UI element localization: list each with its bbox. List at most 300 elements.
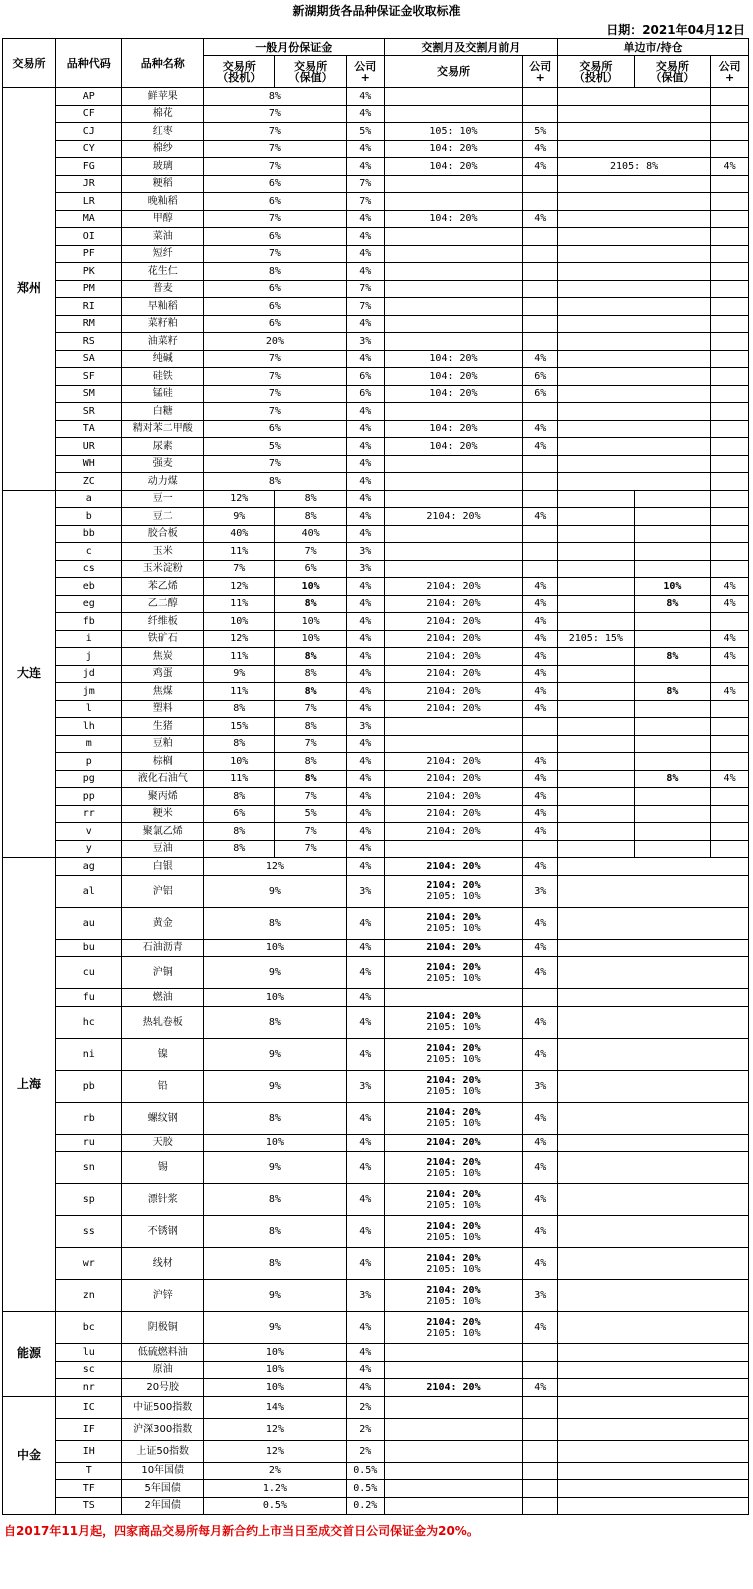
- company-cell: 7%: [346, 298, 384, 316]
- table-row: [3, 1038, 749, 1070]
- delivery-cell: [384, 840, 523, 858]
- single-hedge-cell: [634, 840, 711, 858]
- general-margin-cell: 8%: [204, 1184, 347, 1216]
- company-cell: 4%: [346, 595, 384, 613]
- company-cell: 4%: [346, 88, 384, 106]
- general-margin-cell: 7%: [204, 385, 347, 403]
- table-row: [3, 788, 749, 806]
- company-cell: 4%: [346, 805, 384, 823]
- company-cell: 4%: [346, 858, 384, 876]
- company-cell: 4%: [346, 957, 384, 989]
- code-cell: pp: [56, 788, 122, 806]
- company-cell: 4%: [346, 1006, 384, 1038]
- table-row: [3, 123, 749, 141]
- table-row: [3, 175, 749, 193]
- single-spec-cell: [558, 840, 635, 858]
- delivery-cell: 2104: 20%: [384, 683, 523, 701]
- table-row: [3, 455, 749, 473]
- company-cell: 7%: [346, 280, 384, 298]
- delivery-company-cell: 4%: [523, 210, 558, 228]
- spec-margin-cell: 12%: [204, 630, 275, 648]
- code-cell: T: [56, 1462, 122, 1480]
- delivery-company-cell: 4%: [523, 595, 558, 613]
- code-cell: PM: [56, 280, 122, 298]
- general-margin-cell: 10%: [204, 1379, 347, 1397]
- company-cell: 7%: [346, 193, 384, 211]
- code-cell: a: [56, 490, 122, 508]
- code-cell: wr: [56, 1248, 122, 1280]
- table-row: [3, 578, 749, 596]
- company-cell: 4%: [346, 1216, 384, 1248]
- single-hedge-cell: 8%: [634, 683, 711, 701]
- table-row: [3, 1462, 749, 1480]
- general-margin-cell: 6%: [204, 420, 347, 438]
- single-company-cell: 4%: [711, 683, 749, 701]
- delivery-line-2: 2105: 10%: [426, 972, 481, 984]
- table-row: [3, 350, 749, 368]
- single-company-cell: 4%: [711, 158, 749, 176]
- delivery-cell: [384, 875, 523, 907]
- single-cell: [558, 420, 711, 438]
- delivery-company-cell: 4%: [523, 823, 558, 841]
- general-margin-cell: 7%: [204, 245, 347, 263]
- delivery-company-cell: [523, 525, 558, 543]
- name-cell: 纤维板: [122, 613, 204, 631]
- company-cell: 4%: [346, 455, 384, 473]
- name-cell: 聚丙烯: [122, 788, 204, 806]
- general-margin-cell: 8%: [204, 1006, 347, 1038]
- single-spec-cell: [558, 665, 635, 683]
- delivery-company-cell: [523, 245, 558, 263]
- hedge-margin-cell: 7%: [275, 823, 346, 841]
- code-cell: rb: [56, 1102, 122, 1134]
- company-cell: 0.2%: [346, 1497, 384, 1515]
- table-row: [3, 105, 749, 123]
- company-cell: 4%: [346, 788, 384, 806]
- general-margin-cell: 7%: [204, 368, 347, 386]
- single-cell: [558, 1497, 749, 1515]
- single-cell: [558, 438, 711, 456]
- single-hedge-cell: [634, 490, 711, 508]
- single-spec-cell: [558, 805, 635, 823]
- company-cell: 4%: [346, 403, 384, 421]
- delivery-cell: 104: 20%: [384, 420, 523, 438]
- delivery-cell: 104: 20%: [384, 438, 523, 456]
- header-exchange: 交易所: [3, 39, 56, 88]
- code-cell: pg: [56, 770, 122, 788]
- code-cell: CF: [56, 105, 122, 123]
- table-row: [3, 210, 749, 228]
- delivery-company-cell: 4%: [523, 939, 558, 957]
- exchange-cell: 大连: [3, 490, 56, 858]
- table-row: [3, 665, 749, 683]
- name-cell: 白糖: [122, 403, 204, 421]
- name-cell: 棉花: [122, 105, 204, 123]
- company-cell: 3%: [346, 875, 384, 907]
- single-company-cell: [711, 438, 749, 456]
- delivery-line-2: 2105: 10%: [426, 1231, 481, 1243]
- code-cell: eb: [56, 578, 122, 596]
- name-cell: 热轧卷板: [122, 1006, 204, 1038]
- general-margin-cell: 0.5%: [204, 1497, 347, 1515]
- company-cell: 4%: [346, 578, 384, 596]
- single-company-cell: [711, 315, 749, 333]
- code-cell: RS: [56, 333, 122, 351]
- company-cell: 6%: [346, 385, 384, 403]
- delivery-cell: [384, 88, 523, 106]
- company-cell: 4%: [346, 753, 384, 771]
- table-row: [3, 718, 749, 736]
- hedge-margin-cell: 40%: [275, 525, 346, 543]
- spec-margin-cell: 11%: [204, 770, 275, 788]
- delivery-company-cell: 4%: [523, 350, 558, 368]
- code-cell: PK: [56, 263, 122, 281]
- single-spec-cell: [558, 508, 635, 526]
- single-cell: [558, 1280, 749, 1312]
- name-cell: 豆油: [122, 840, 204, 858]
- delivery-cell: 2104: 20%: [384, 788, 523, 806]
- table-row: [3, 700, 749, 718]
- name-cell: 豆粕: [122, 735, 204, 753]
- delivery-line-1: 2104: 20%: [426, 1220, 481, 1232]
- code-cell: lh: [56, 718, 122, 736]
- table-row: [3, 438, 749, 456]
- company-cell: 5%: [346, 123, 384, 141]
- single-hedge-cell: [634, 823, 711, 841]
- delivery-line-2: 2105: 10%: [426, 1167, 481, 1179]
- single-company-cell: [711, 333, 749, 351]
- general-margin-cell: 6%: [204, 280, 347, 298]
- general-margin-cell: 8%: [204, 907, 347, 939]
- delivery-company-cell: 4%: [523, 1102, 558, 1134]
- delivery-line-1: 2104: 20%: [426, 1316, 481, 1328]
- name-cell: 液化石油气: [122, 770, 204, 788]
- single-cell: [558, 1379, 749, 1397]
- code-cell: IC: [56, 1396, 122, 1418]
- single-cell: [558, 1418, 749, 1440]
- single-cell: [558, 1480, 749, 1498]
- general-margin-cell: 7%: [204, 123, 347, 141]
- single-cell: [558, 333, 711, 351]
- delivery-company-cell: 3%: [523, 875, 558, 907]
- general-margin-cell: 8%: [204, 263, 347, 281]
- name-cell: 低硫燃料油: [122, 1344, 204, 1362]
- general-margin-cell: 6%: [204, 193, 347, 211]
- single-spec-cell: [558, 823, 635, 841]
- delivery-company-cell: [523, 455, 558, 473]
- code-cell: sn: [56, 1152, 122, 1184]
- name-cell: 不锈钢: [122, 1216, 204, 1248]
- single-cell: [558, 858, 749, 876]
- table-row: [3, 648, 749, 666]
- spec-margin-cell: 12%: [204, 490, 275, 508]
- single-company-cell: [711, 700, 749, 718]
- single-company-cell: [711, 508, 749, 526]
- name-cell: 天胶: [122, 1134, 204, 1152]
- delivery-cell: 2104: 20%: [384, 700, 523, 718]
- delivery-company-cell: 4%: [523, 1216, 558, 1248]
- single-hedge-cell: [634, 508, 711, 526]
- general-margin-cell: 9%: [204, 957, 347, 989]
- table-row: [3, 403, 749, 421]
- company-cell: 4%: [346, 420, 384, 438]
- table-row: [3, 1480, 749, 1498]
- code-cell: ss: [56, 1216, 122, 1248]
- delivery-cell: [384, 1152, 523, 1184]
- company-cell: 3%: [346, 543, 384, 561]
- name-cell: 线材: [122, 1248, 204, 1280]
- single-cell: [558, 939, 749, 957]
- general-margin-cell: 12%: [204, 1440, 347, 1462]
- hedge-margin-cell: 8%: [275, 770, 346, 788]
- general-margin-cell: 8%: [204, 1102, 347, 1134]
- single-company-cell: [711, 140, 749, 158]
- table-row: [3, 840, 749, 858]
- code-cell: sp: [56, 1184, 122, 1216]
- delivery-line-1: 2104: 20%: [426, 1011, 481, 1022]
- company-cell: 4%: [346, 1102, 384, 1134]
- delivery-line-1: 2104: 20%: [426, 1252, 481, 1264]
- name-cell: 2年国债: [122, 1497, 204, 1515]
- name-cell: 强麦: [122, 455, 204, 473]
- single-cell: [558, 298, 711, 316]
- delivery-cell: 2104: 20%: [384, 508, 523, 526]
- table-row: [3, 543, 749, 561]
- table-row: [3, 683, 749, 701]
- spec-margin-cell: 11%: [204, 543, 275, 561]
- hedge-margin-cell: 8%: [275, 508, 346, 526]
- hedge-margin-cell: 8%: [275, 490, 346, 508]
- header-company: 公司 +: [346, 56, 384, 88]
- delivery-company-cell: 4%: [523, 907, 558, 939]
- single-hedge-cell: [634, 525, 711, 543]
- spec-margin-cell: 8%: [204, 788, 275, 806]
- delivery-company-cell: [523, 1361, 558, 1379]
- single-hedge-cell: [634, 630, 711, 648]
- single-hedge-cell: [634, 560, 711, 578]
- single-cell: [558, 263, 711, 281]
- delivery-cell: [384, 1280, 523, 1312]
- company-cell: 4%: [346, 210, 384, 228]
- single-spec-cell: [558, 578, 635, 596]
- delivery-company-cell: 3%: [523, 1280, 558, 1312]
- delivery-cell: 2104: 20%: [384, 805, 523, 823]
- general-margin-cell: 1.2%: [204, 1480, 347, 1498]
- single-cell: [558, 350, 711, 368]
- code-cell: l: [56, 700, 122, 718]
- delivery-company-cell: 4%: [523, 805, 558, 823]
- company-cell: 3%: [346, 1280, 384, 1312]
- code-cell: RI: [56, 298, 122, 316]
- delivery-line-2: 2105: 10%: [426, 923, 481, 934]
- delivery-company-cell: [523, 263, 558, 281]
- hedge-margin-cell: 10%: [275, 613, 346, 631]
- table-row: [3, 298, 749, 316]
- single-cell: [558, 280, 711, 298]
- code-cell: IH: [56, 1440, 122, 1462]
- single-cell: [558, 1038, 749, 1070]
- single-company-cell: [711, 823, 749, 841]
- code-cell: SM: [56, 385, 122, 403]
- hedge-margin-cell: 8%: [275, 648, 346, 666]
- delivery-company-cell: [523, 280, 558, 298]
- single-cell: 2105: 8%: [558, 158, 711, 176]
- spec-margin-cell: 15%: [204, 718, 275, 736]
- delivery-cell: [384, 525, 523, 543]
- single-spec-cell: 2105: 15%: [558, 630, 635, 648]
- name-cell: 镍: [122, 1038, 204, 1070]
- single-company-cell: [711, 403, 749, 421]
- delivery-cell: [384, 1038, 523, 1070]
- delivery-line-1: 2104: 20%: [426, 1075, 481, 1086]
- table-row: [3, 193, 749, 211]
- delivery-cell: [384, 1344, 523, 1362]
- general-margin-cell: 7%: [204, 350, 347, 368]
- general-margin-cell: 2%: [204, 1462, 347, 1480]
- report-date: 日期：2021年04月12日: [606, 23, 745, 37]
- company-cell: 4%: [346, 228, 384, 246]
- spec-margin-cell: 10%: [204, 753, 275, 771]
- name-cell: 尿素: [122, 438, 204, 456]
- delivery-cell: [384, 1440, 523, 1462]
- single-hedge-cell: [634, 613, 711, 631]
- spec-margin-cell: 8%: [204, 735, 275, 753]
- delivery-cell: 105: 10%: [384, 123, 523, 141]
- single-company-cell: [711, 280, 749, 298]
- delivery-line-2: 2105: 10%: [426, 1327, 481, 1339]
- name-cell: 动力煤: [122, 473, 204, 491]
- table-row: [3, 560, 749, 578]
- company-cell: 4%: [346, 350, 384, 368]
- company-cell: 3%: [346, 560, 384, 578]
- exchange-cell: 上海: [3, 858, 56, 1312]
- general-margin-cell: 7%: [204, 455, 347, 473]
- table-row: [3, 1379, 749, 1397]
- single-company-cell: [711, 350, 749, 368]
- name-cell: 塑料: [122, 700, 204, 718]
- table-row: [3, 368, 749, 386]
- delivery-company-cell: 3%: [523, 1070, 558, 1102]
- table-row: [3, 525, 749, 543]
- spec-margin-cell: 7%: [204, 560, 275, 578]
- name-cell: 棕榈: [122, 753, 204, 771]
- delivery-cell: [384, 1361, 523, 1379]
- delivery-company-cell: [523, 1480, 558, 1498]
- code-cell: pb: [56, 1070, 122, 1102]
- delivery-line-1: 2104: 20%: [426, 1107, 481, 1118]
- name-cell: 菜籽粕: [122, 315, 204, 333]
- general-margin-cell: 7%: [204, 140, 347, 158]
- general-margin-cell: 8%: [204, 1216, 347, 1248]
- single-cell: [558, 315, 711, 333]
- delivery-line-1: 2104: 20%: [426, 1188, 481, 1200]
- delivery-cell: [384, 858, 523, 876]
- delivery-company-cell: 4%: [523, 1248, 558, 1280]
- single-company-cell: [711, 525, 749, 543]
- single-spec-cell: [558, 735, 635, 753]
- single-spec-cell: [558, 560, 635, 578]
- company-cell: 4%: [346, 1184, 384, 1216]
- table-row: [3, 1070, 749, 1102]
- single-spec-cell: [558, 490, 635, 508]
- table-row: [3, 1006, 749, 1038]
- name-cell: 铅: [122, 1070, 204, 1102]
- name-cell: 花生仁: [122, 263, 204, 281]
- single-spec-cell: [558, 700, 635, 718]
- table-row: [3, 333, 749, 351]
- general-margin-cell: 8%: [204, 473, 347, 491]
- delivery-company-cell: [523, 1462, 558, 1480]
- single-cell: [558, 403, 711, 421]
- table-row: [3, 630, 749, 648]
- delivery-cell: [384, 245, 523, 263]
- table-row: [3, 907, 749, 939]
- header-del-company: 公司 +: [523, 56, 558, 88]
- name-cell: 沪铜: [122, 957, 204, 989]
- table-row: [3, 1361, 749, 1379]
- company-cell: 4%: [346, 438, 384, 456]
- single-cell: [558, 1102, 749, 1134]
- single-cell: [558, 473, 711, 491]
- table-row: [3, 1497, 749, 1515]
- header-single-hedge: 交易所 （保值）: [634, 56, 711, 88]
- code-cell: jm: [56, 683, 122, 701]
- table-row: [3, 473, 749, 491]
- code-cell: fb: [56, 613, 122, 631]
- table-row: [3, 508, 749, 526]
- delivery-company-cell: [523, 473, 558, 491]
- delivery-cell: [384, 280, 523, 298]
- header-general: 一般月份保证金: [204, 39, 385, 56]
- single-company-cell: [711, 543, 749, 561]
- page-title: 新湖期货各品种保证金收取标准: [292, 4, 461, 18]
- delivery-company-cell: 5%: [523, 123, 558, 141]
- single-spec-cell: [558, 543, 635, 561]
- single-spec-cell: [558, 753, 635, 771]
- spec-margin-cell: 11%: [204, 595, 275, 613]
- single-company-cell: [711, 420, 749, 438]
- delivery-line-1: 2104: 20%: [426, 1284, 481, 1296]
- delivery-company-cell: 4%: [523, 578, 558, 596]
- code-cell: b: [56, 508, 122, 526]
- hedge-margin-cell: 8%: [275, 718, 346, 736]
- single-hedge-cell: [634, 805, 711, 823]
- delivery-company-cell: 4%: [523, 1038, 558, 1070]
- delivery-company-cell: 4%: [523, 648, 558, 666]
- single-company-cell: [711, 805, 749, 823]
- single-company-cell: [711, 210, 749, 228]
- name-cell: 20号胶: [122, 1379, 204, 1397]
- company-cell: 4%: [346, 1312, 384, 1344]
- delivery-company-cell: 4%: [523, 665, 558, 683]
- delivery-line-2: 2105: 10%: [426, 1295, 481, 1307]
- single-cell: [558, 88, 711, 106]
- company-cell: 4%: [346, 907, 384, 939]
- code-cell: ru: [56, 1134, 122, 1152]
- code-cell: UR: [56, 438, 122, 456]
- single-cell: [558, 123, 711, 141]
- header-code: 品种代码: [56, 39, 122, 88]
- general-margin-cell: 6%: [204, 315, 347, 333]
- company-cell: 2%: [346, 1418, 384, 1440]
- table-row: [3, 1418, 749, 1440]
- general-margin-cell: 20%: [204, 333, 347, 351]
- delivery-company-cell: [523, 989, 558, 1007]
- single-company-cell: [711, 613, 749, 631]
- company-cell: 4%: [346, 989, 384, 1007]
- delivery-cell: [384, 1102, 523, 1134]
- single-cell: [558, 957, 749, 989]
